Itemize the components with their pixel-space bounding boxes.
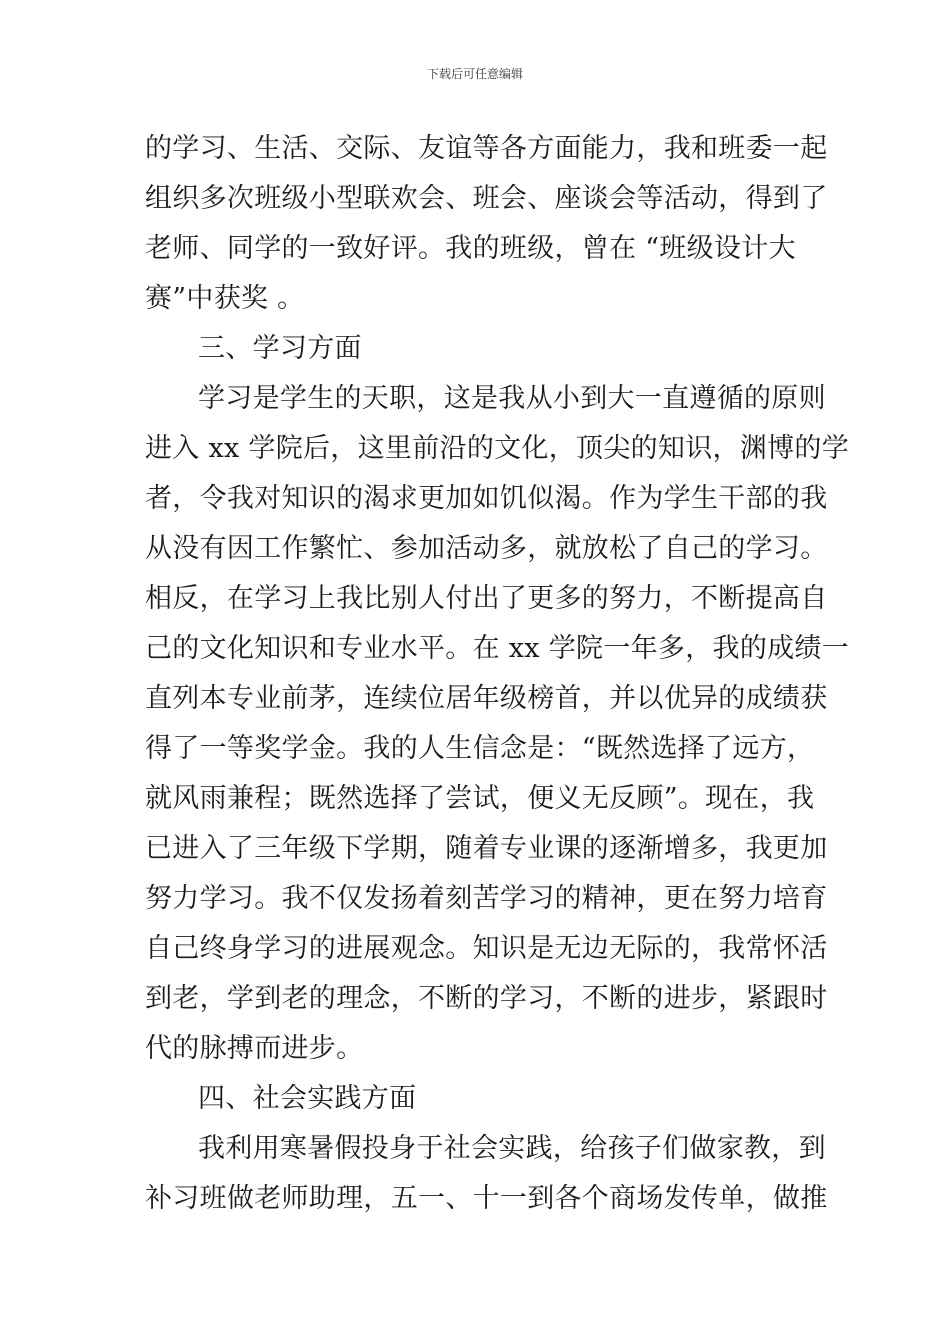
body-line: 努力学习。我不仅发扬着刻苦学习的精神，更在努力培育	[145, 883, 828, 914]
body-line: 赛”中获奖 。	[145, 283, 305, 314]
section-heading: 三、学习方面	[198, 333, 362, 364]
body-line: 我利用寒暑假投身于社会实践，给孩子们做家教，到	[198, 1133, 826, 1164]
body-line: 直列本专业前茅，连续位居年级榜首，并以优异的成绩获	[145, 683, 828, 714]
page-header: 下载后可任意编辑	[426, 67, 523, 81]
body-line: 补习班做老师助理，五一、十一到各个商场发传单，做推	[145, 1183, 828, 1214]
body-line: 自己终身学习的进展观念。知识是无边无际的，我常怀活	[145, 933, 828, 964]
body-line: 的学习、生活、交际、友谊等各方面能力，我和班委一起	[145, 133, 828, 164]
body-line: 者，令我对知识的渴求更加如饥似渴。作为学生干部的我	[145, 483, 828, 514]
body-line: 组织多次班级小型联欢会、班会、座谈会等活动，得到了	[145, 183, 828, 214]
body-line: 相反，在学习上我比别人付出了更多的努力，不断提高自	[145, 583, 828, 614]
body-line: 到老，学到老的理念，不断的学习，不断的进步，紧跟时	[145, 983, 828, 1014]
body-line: 代的脉搏而进步。	[145, 1033, 364, 1064]
body-line: 己的文化知识和专业水平。在 xx 学院一年多，我的成绩一	[145, 633, 850, 664]
body-line: 进入 xx 学院后，这里前沿的文化，顶尖的知识，渊博的学	[145, 433, 850, 464]
body-line: 已进入了三年级下学期，随着专业课的逐渐增多，我更加	[145, 833, 828, 864]
body-line: 就风雨兼程；既然选择了尝试，便义无反顾”。现在，我	[145, 783, 815, 814]
body-line: 老师、同学的一致好评。我的班级，曾在 “班级设计大	[145, 233, 796, 264]
body-line: 从没有因工作繁忙、参加活动多，就放松了自己的学习。	[145, 533, 828, 564]
section-heading: 四、社会实践方面	[198, 1083, 417, 1114]
body-line: 学习是学生的天职，这是我从小到大一直遵循的原则	[198, 383, 826, 414]
body-line: 得了一等奖学金。我的人生信念是：“既然选择了远方，	[145, 733, 815, 764]
